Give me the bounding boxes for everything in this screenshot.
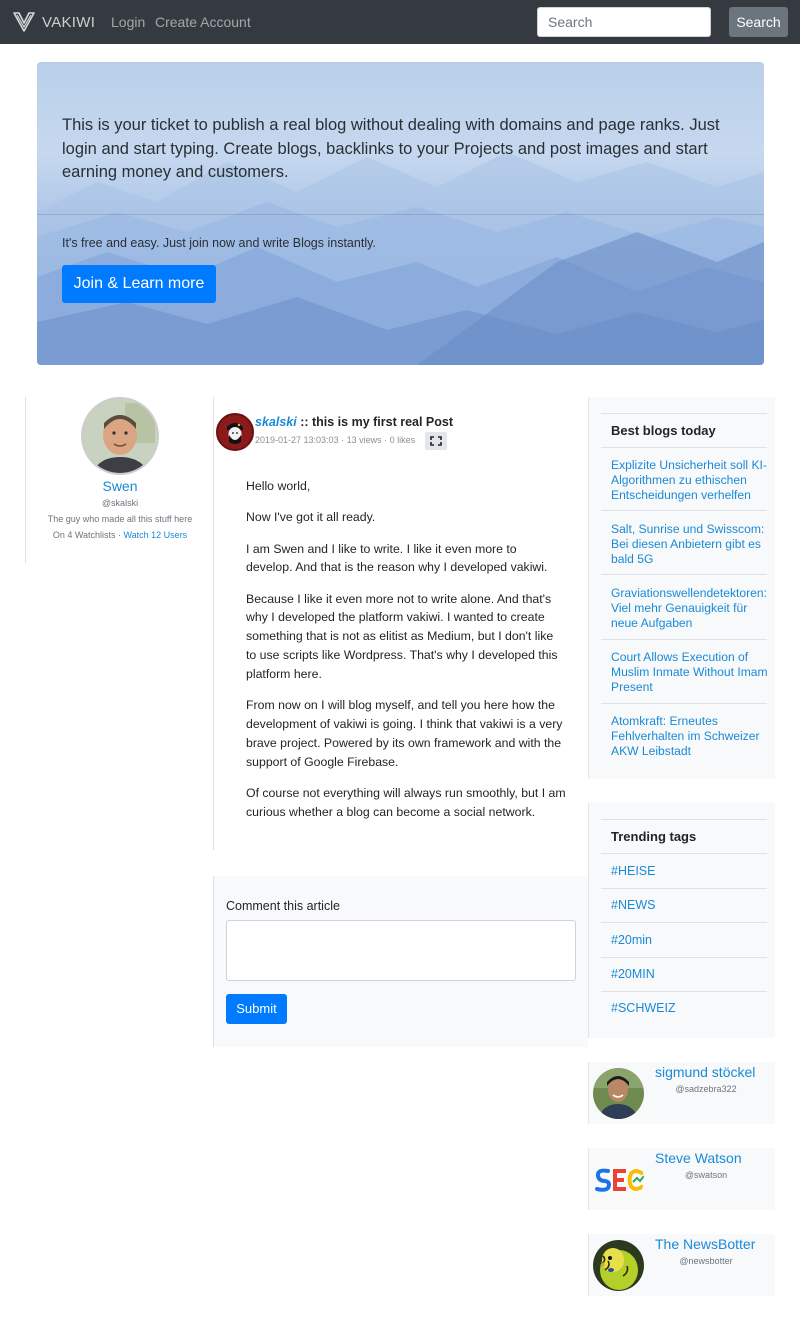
divider xyxy=(601,413,767,414)
divider xyxy=(601,819,767,820)
hero-lead-text: This is your ticket to publish a real blog without dealing with domains and page ranks. Just login and start typing. Create blogs, backlinks to your Projects and post images and start earning money and customers. xyxy=(62,116,720,181)
author-icon xyxy=(218,415,252,449)
tag-link[interactable]: #20min xyxy=(611,933,652,947)
user-name[interactable]: The NewsBotter xyxy=(655,1236,756,1252)
watch-users-link[interactable]: Watch 12 Users xyxy=(123,530,188,540)
post-paragraph: From now on I will blog myself, and tell you here how the development of vakiwi is going. I think that vakiwi is a very brave project. Powered by its own framework and with the support of Google Firebase. xyxy=(246,698,563,769)
post-paragraph: I am Swen and I like to write. I like it even more to develop. And that is the reason why I developed vakiwi. xyxy=(246,541,548,575)
comment-textarea[interactable] xyxy=(226,920,576,981)
divider xyxy=(601,510,767,511)
post-author-avatar[interactable] xyxy=(216,413,254,451)
vakiwi-logo-icon xyxy=(12,10,36,34)
best-blog-link[interactable]: Explizite Unsicherheit soll KI-Algorithmen zu ethischen Entscheidungen verhelfen xyxy=(611,458,767,502)
trending-tags-box xyxy=(588,803,775,1038)
blog-post xyxy=(213,397,588,850)
user-name[interactable]: sigmund stöckel xyxy=(655,1064,756,1080)
author-profile-card xyxy=(25,397,213,563)
divider xyxy=(601,957,767,958)
divider xyxy=(601,639,767,640)
nav-login-link[interactable]: Login xyxy=(111,14,146,30)
author-watchlists xyxy=(26,530,214,540)
brand-text: VAKIWI xyxy=(42,13,96,31)
author-avatar-large[interactable] xyxy=(81,397,159,475)
watchlists-count: On 4 Watchlists · xyxy=(52,530,124,540)
user-card[interactable] xyxy=(588,1148,775,1210)
user-photo-image xyxy=(593,1068,644,1119)
user-handle: @sadzebra322 xyxy=(675,1084,737,1094)
post-paragraph: Now I've got it all ready. xyxy=(246,510,376,525)
post-author-link[interactable]: skalski xyxy=(255,415,297,429)
nav-create-account-link[interactable]: Create Account xyxy=(155,14,251,30)
post-title-text: :: this is my first real Post xyxy=(296,415,454,429)
divider xyxy=(601,888,767,889)
user-avatar[interactable] xyxy=(593,1154,644,1205)
search-button[interactable]: Search xyxy=(729,7,788,37)
user-card[interactable] xyxy=(588,1234,775,1296)
hero-jumbotron xyxy=(37,62,764,365)
best-blog-link[interactable]: Court Allows Execution of Muslim Inmate Without Imam Present xyxy=(611,650,768,694)
author-photo-image xyxy=(83,399,159,475)
divider xyxy=(601,447,767,448)
tag-link[interactable]: #HEISE xyxy=(611,864,656,878)
best-blogs-box xyxy=(588,397,775,779)
user-card[interactable] xyxy=(588,1062,775,1124)
comment-label: Comment this article xyxy=(226,899,340,913)
user-name[interactable]: Steve Watson xyxy=(655,1150,742,1166)
author-bio: The guy who made all this stuff here xyxy=(47,514,193,524)
post-title xyxy=(255,415,453,429)
hero-divider xyxy=(37,214,764,215)
best-blog-link[interactable]: Salt, Sunrise und Swisscom: Bei diesen Anbietern gibt es bald 5G xyxy=(611,522,765,566)
tag-link[interactable]: #NEWS xyxy=(611,898,656,912)
user-avatar[interactable] xyxy=(593,1240,644,1291)
divider xyxy=(601,922,767,923)
seo-logo-image xyxy=(593,1154,644,1205)
divider xyxy=(601,703,767,704)
hero-small-text: It's free and easy. Just join now and write Blogs instantly. xyxy=(62,236,376,250)
fullscreen-icon[interactable] xyxy=(425,432,447,450)
comment-submit-button[interactable]: Submit xyxy=(226,994,287,1024)
best-blog-link[interactable]: Atomkraft: Erneutes Fehlverhalten im Schweizer AKW Leibstadt xyxy=(611,714,760,758)
trending-tags-title: Trending tags xyxy=(611,829,697,844)
author-handle: @skalski xyxy=(101,498,139,508)
expand-glyph xyxy=(425,432,447,450)
navbar xyxy=(0,0,800,44)
author-name[interactable]: Swen xyxy=(102,478,138,494)
best-blogs-title: Best blogs today xyxy=(611,423,716,438)
tag-link[interactable]: #SCHWEIZ xyxy=(611,1001,676,1015)
post-body xyxy=(246,477,566,834)
brand-logo[interactable] xyxy=(12,10,95,34)
best-blog-link[interactable]: Graviationswellendetektoren: Viel mehr Genauigkeit für neue Aufgaben xyxy=(611,586,767,630)
divider xyxy=(601,574,767,575)
search-input[interactable] xyxy=(537,7,711,37)
user-handle: @newsbotter xyxy=(679,1256,733,1266)
user-avatar[interactable] xyxy=(593,1068,644,1119)
user-handle: @swatson xyxy=(684,1170,728,1180)
divider xyxy=(601,853,767,854)
join-learn-more-button[interactable]: Join & Learn more xyxy=(62,265,216,303)
divider xyxy=(601,991,767,992)
tag-link[interactable]: #20MIN xyxy=(611,967,655,981)
post-paragraph: Because I like it even more not to write alone. And that's why I developed the platform vakiwi. I wanted to create something that is not as elitist as Medium, but I don't like to use scripts like Wordpress. That's why I developed this platform here. xyxy=(246,591,558,681)
parakeet-photo-image xyxy=(593,1240,644,1291)
post-paragraph: Hello world, xyxy=(246,479,311,493)
post-meta: 2019-01-27 13:03:03 · 13 views · 0 likes xyxy=(255,435,416,445)
comment-form xyxy=(213,876,588,1047)
post-paragraph: Of course not everything will always run smoothly, but I am curious whether a blog can become a social network. xyxy=(246,785,566,819)
